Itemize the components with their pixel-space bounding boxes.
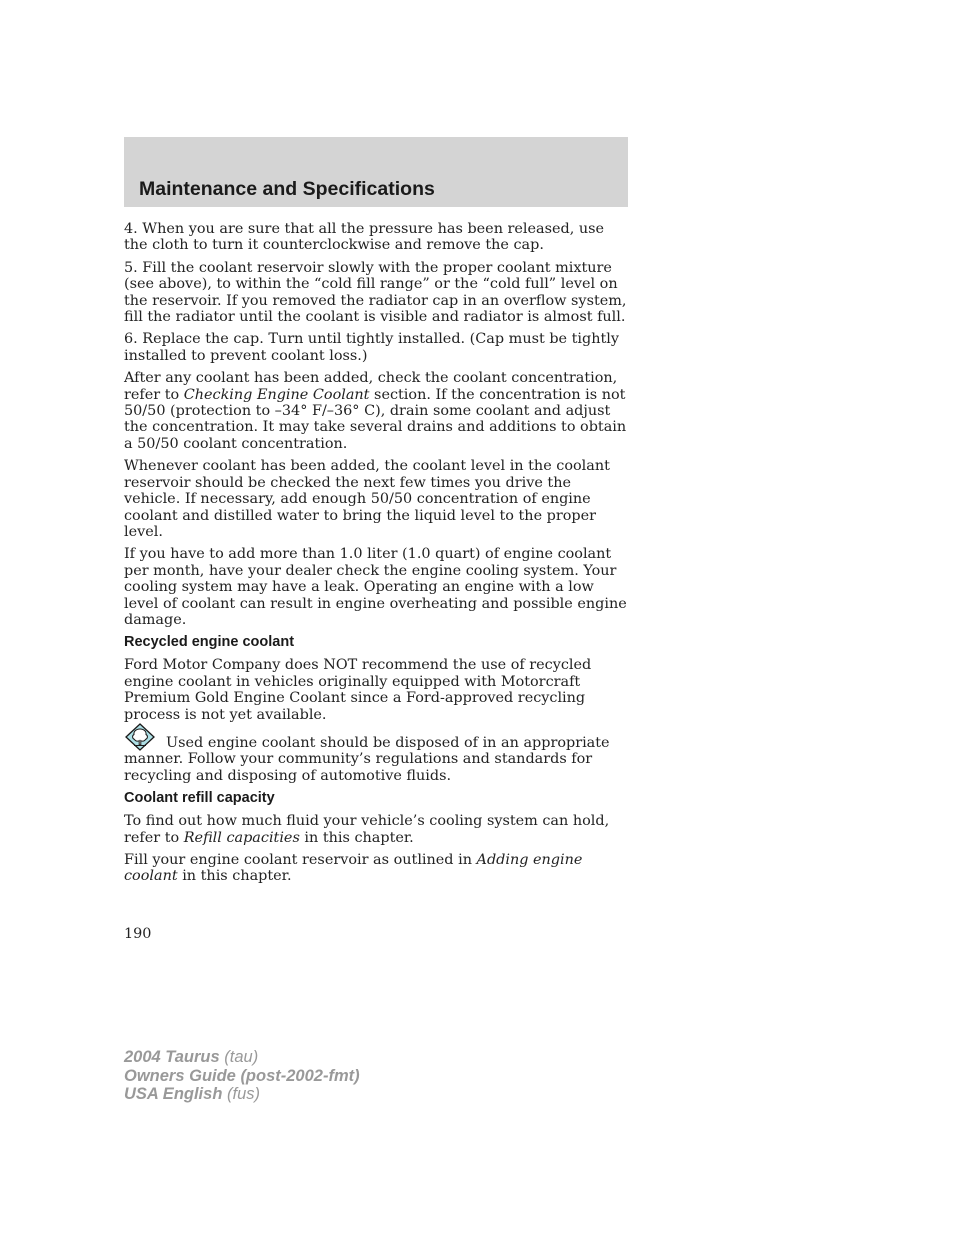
checking-engine-coolant-ref: Checking Engine Coolant	[183, 386, 370, 403]
fill-reservoir-paragraph	[124, 852, 629, 885]
concentration-text-b: section. If the concentration is not 50/50 (protection to –34° F/–36° C), drain some coolant and adjust the concentration. It may take several drains and additions to obtain a 50/50 coolant concentration.	[124, 386, 627, 452]
step-4-paragraph: 4. When you are sure that all the pressure has been released, use the cloth to turn it counterclockwise and remove the cap.	[124, 221, 605, 254]
refill-capacity-text-b: in this chapter.	[299, 829, 414, 846]
section-title: Maintenance and Specifications	[139, 178, 435, 200]
refill-capacity-heading: Coolant refill capacity	[124, 790, 275, 807]
footer-language-code: (fus)	[222, 1085, 260, 1103]
footer-line-model	[124, 1048, 360, 1067]
refill-capacity-text-a: To find out how much fluid your vehicle’s cooling system can hold, refer to	[124, 813, 610, 846]
footer-guide: Owners Guide (post-2002-fmt)	[124, 1066, 360, 1085]
disposal-paragraph	[124, 735, 629, 784]
adding-engine-coolant-ref: Adding engine coolant	[124, 852, 583, 885]
footer-language: USA English	[124, 1085, 223, 1103]
document-footer	[124, 1048, 360, 1104]
fill-reservoir-text-a: Fill your engine coolant reservoir as outlined in	[124, 852, 477, 868]
page-number: 190	[124, 926, 152, 942]
reservoir-check-paragraph: Whenever coolant has been added, the coolant level in the coolant reservoir should be checked the next few times you drive the vehicle. If necessary, add enough 50/50 concentration of engine coolant and distilled water to bring the liquid level to the proper level.	[124, 458, 610, 540]
environment-tree-icon	[124, 723, 156, 753]
footer-line-guide	[124, 1067, 360, 1086]
coolant-leak-paragraph: If you have to add more than 1.0 liter (1.0 quart) of engine coolant per month, have your dealer check the engine cooling system. Your cooling system may have a leak. Operating an engine with a low level of coolant can result in engine overheating and possible engine damage.	[124, 546, 627, 628]
step-6-paragraph: 6. Replace the cap. Turn until tightly installed. (Cap must be tightly installed to prevent coolant loss.)	[124, 331, 620, 364]
refill-capacity-paragraph	[124, 813, 629, 846]
concentration-text-a: After any coolant has been added, check the coolant concentration, refer to	[124, 370, 618, 403]
footer-model-code: (tau)	[219, 1048, 259, 1066]
disposal-text: Used engine coolant should be disposed of in an appropriate manner. Follow your community’s regulations and standards for recycling and disposing of automotive fluids.	[124, 734, 610, 784]
page-content	[124, 221, 629, 891]
recycled-coolant-paragraph: Ford Motor Company does NOT recommend the use of recycled engine coolant in vehicles originally equipped with Motorcraft Premium Gold Engine Coolant since a Ford-approved recycling process is not yet available.	[124, 657, 592, 723]
refill-capacities-ref: Refill capacities	[183, 829, 300, 846]
footer-model: 2004 Taurus	[124, 1048, 220, 1066]
footer-line-language	[124, 1085, 360, 1104]
concentration-paragraph	[124, 370, 629, 452]
section-header-band	[124, 137, 628, 207]
fill-reservoir-text-b: in this chapter.	[177, 868, 292, 885]
step-5-paragraph: 5. Fill the coolant reservoir slowly with the proper coolant mixture (see above), to within the “cold fill range” or the “cold full” level on the reservoir. If you removed the radiator cap in an overflow system, fill the radiator until the coolant is visible and radiator is almost full.	[124, 259, 627, 326]
recycled-coolant-heading: Recycled engine coolant	[124, 634, 295, 651]
